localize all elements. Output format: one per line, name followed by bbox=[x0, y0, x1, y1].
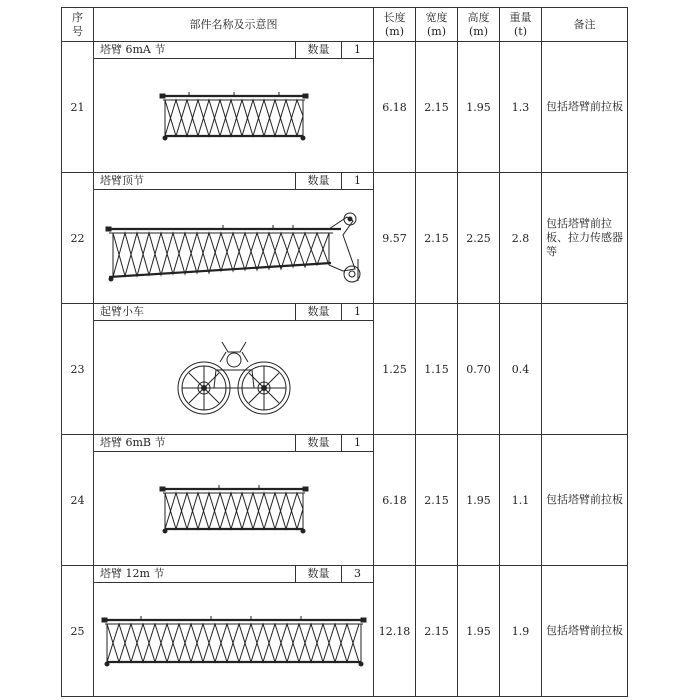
header-part: 部件名称及示意图 bbox=[94, 8, 374, 42]
width-value: 2.15 bbox=[416, 566, 458, 697]
length-value: 6.18 bbox=[374, 435, 416, 566]
table-row bbox=[62, 435, 628, 566]
part-name: 起臂小车 bbox=[94, 304, 296, 320]
header-row bbox=[62, 8, 628, 42]
header-length: 长度 (m) bbox=[374, 8, 416, 42]
width-value: 1.15 bbox=[416, 304, 458, 435]
weight-value: 2.8 bbox=[500, 173, 542, 304]
note-value: 包括塔臂前拉板、拉力传感器等 bbox=[542, 173, 628, 304]
qty-label: 数量 bbox=[296, 173, 342, 189]
part-header bbox=[94, 435, 373, 452]
boom-section-6mb-diagram bbox=[159, 479, 309, 539]
boom-section-12m-diagram bbox=[101, 610, 367, 670]
width-value: 2.15 bbox=[416, 435, 458, 566]
part-name: 塔臂顶节 bbox=[94, 173, 296, 189]
part-header bbox=[94, 173, 373, 190]
table-row bbox=[62, 304, 628, 435]
qty-label: 数量 bbox=[296, 304, 342, 320]
part-name: 塔臂 6mA 节 bbox=[94, 42, 296, 58]
luffing-trolley-diagram bbox=[164, 330, 304, 425]
header-note: 备注 bbox=[542, 8, 628, 42]
header-height: 高度 (m) bbox=[458, 8, 500, 42]
note-value: 包括塔臂前拉板 bbox=[542, 42, 628, 173]
header-no: 序 号 bbox=[62, 8, 94, 42]
length-value: 6.18 bbox=[374, 42, 416, 173]
note-value bbox=[542, 304, 628, 435]
part-header bbox=[94, 566, 373, 583]
parts-table bbox=[61, 7, 628, 697]
part-header bbox=[94, 304, 373, 321]
row-no: 22 bbox=[62, 173, 94, 304]
weight-value: 0.4 bbox=[500, 304, 542, 435]
drawing-boom-section-6ma bbox=[94, 59, 373, 172]
part-name: 塔臂 12m 节 bbox=[94, 566, 296, 582]
drawing-boom-top-section bbox=[94, 190, 373, 303]
length-value: 9.57 bbox=[374, 173, 416, 304]
part-cell bbox=[94, 304, 374, 435]
weight-value: 1.9 bbox=[500, 566, 542, 697]
header-weight: 重量 (t) bbox=[500, 8, 542, 42]
part-name: 塔臂 6mB 节 bbox=[94, 435, 296, 451]
part-cell bbox=[94, 42, 374, 173]
height-value: 0.70 bbox=[458, 304, 500, 435]
qty-label: 数量 bbox=[296, 42, 342, 58]
height-value: 2.25 bbox=[458, 173, 500, 304]
qty-value: 3 bbox=[354, 567, 361, 580]
table-row bbox=[62, 566, 628, 697]
weight-value: 1.3 bbox=[500, 42, 542, 173]
part-header bbox=[94, 42, 373, 59]
row-no: 23 bbox=[62, 304, 94, 435]
length-value: 12.18 bbox=[374, 566, 416, 697]
width-value: 2.15 bbox=[416, 173, 458, 304]
boom-section-6ma-diagram bbox=[159, 86, 309, 146]
height-value: 1.95 bbox=[458, 42, 500, 173]
part-cell bbox=[94, 435, 374, 566]
qty-value: 1 bbox=[354, 436, 361, 449]
weight-value: 1.1 bbox=[500, 435, 542, 566]
drawing-boom-section-6mb bbox=[94, 452, 373, 565]
qty-label: 数量 bbox=[296, 435, 342, 451]
drawing-boom-section-12m bbox=[94, 583, 373, 696]
width-value: 2.15 bbox=[416, 42, 458, 173]
qty-value: 1 bbox=[354, 43, 361, 56]
header-width: 宽度 (m) bbox=[416, 8, 458, 42]
boom-top-section-diagram bbox=[103, 199, 365, 294]
height-value: 1.95 bbox=[458, 566, 500, 697]
row-no: 24 bbox=[62, 435, 94, 566]
height-value: 1.95 bbox=[458, 435, 500, 566]
length-value: 1.25 bbox=[374, 304, 416, 435]
qty-value: 1 bbox=[354, 305, 361, 318]
row-no: 25 bbox=[62, 566, 94, 697]
part-cell bbox=[94, 173, 374, 304]
table-row bbox=[62, 42, 628, 173]
note-value: 包括塔臂前拉板 bbox=[542, 566, 628, 697]
qty-value: 1 bbox=[354, 174, 361, 187]
note-value: 包括塔臂前拉板 bbox=[542, 435, 628, 566]
table-row bbox=[62, 173, 628, 304]
drawing-luffing-trolley bbox=[94, 321, 373, 434]
row-no: 21 bbox=[62, 42, 94, 173]
part-cell bbox=[94, 566, 374, 697]
qty-label: 数量 bbox=[296, 566, 342, 582]
